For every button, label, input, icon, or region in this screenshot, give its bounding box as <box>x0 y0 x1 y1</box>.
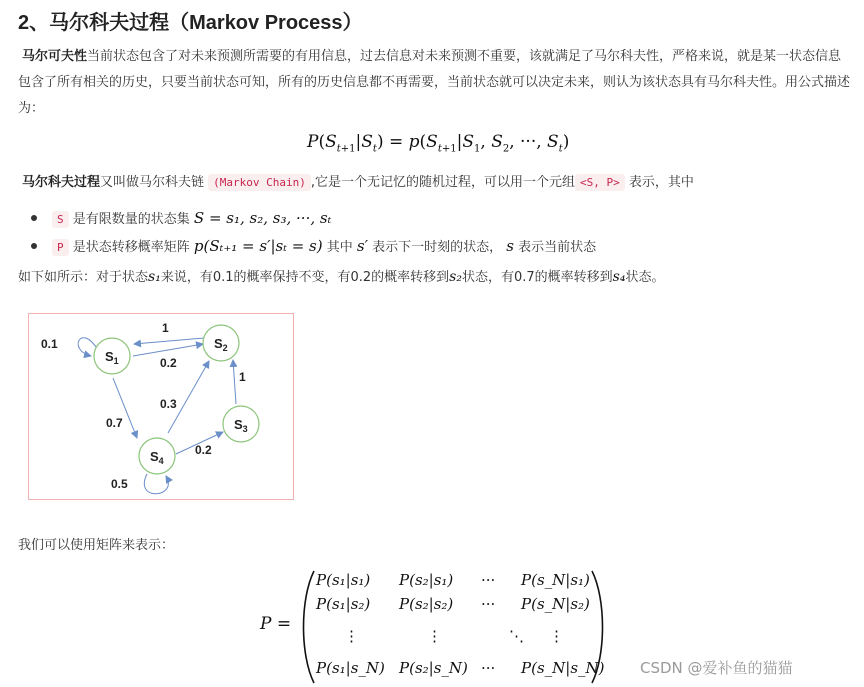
markov-process-text-middle: ,它是一个无记忆的随机过程，可以用一个元组 <box>310 175 576 190</box>
example-text-2: 来说，有0.1的概率保持不变，有0.2的概率转移到 <box>160 270 450 285</box>
matrix-cell: ⋮ <box>549 627 564 645</box>
bullet-icon <box>31 243 37 249</box>
state-set-formula: S = s₁, s₂, s₃, ···, sₜ <box>193 209 332 227</box>
list-item <box>18 233 818 261</box>
markov-process-text: 又叫做马尔科夫链 <box>100 175 205 190</box>
matrix-cell: P(s_N|s₁) <box>521 571 590 589</box>
current-state-symbol: s <box>506 237 514 255</box>
edge-s4-s4 <box>144 474 168 494</box>
markov-chain-code: (Markov Chain) <box>208 174 311 191</box>
matrix-cell: P(s₁|s₁) <box>316 571 371 589</box>
matrix-cell: P(s₁|s₂) <box>316 595 371 613</box>
markov-formula: $P(S_{t+1}|S_t) = p(S_{t+1}|S_1$, $S_2$, ···, $S_t$) <box>307 132 570 155</box>
markov-chain-diagram <box>28 313 294 500</box>
edge-label-s1-s1: 0.1 <box>41 337 58 351</box>
example-text-4: 状态。 <box>625 270 665 285</box>
matrix-cell: P(s₂|s₂) <box>399 595 454 613</box>
matrix-cell: P(s₂|s₁) <box>399 571 454 589</box>
transition-text-3: 表示下一时刻的状态， <box>372 240 503 255</box>
definition-list <box>18 205 818 261</box>
state-set-code: S <box>52 211 69 228</box>
example-text-3: 状态，有0.7的概率转移到 <box>461 270 613 285</box>
list-item <box>18 205 818 233</box>
matrix-cell: P(s₁|s_N) <box>316 659 385 677</box>
edge-label-s4-s4: 0.5 <box>111 477 128 491</box>
matrix-cell: P(s_N|s₂) <box>521 595 590 613</box>
matrix-cell: ⋮ <box>344 627 359 645</box>
markov-process-paragraph <box>18 170 850 196</box>
next-state-symbol: s′ <box>356 237 368 255</box>
matrix-cell: ⋱ <box>509 627 524 645</box>
edge-label-s1-s4: 0.7 <box>106 416 123 430</box>
section-heading: 2、马尔科夫过程（Markov Process） <box>18 12 363 34</box>
state-label-s2: $S_2$ <box>214 336 228 353</box>
transition-formula: p(Sₜ₊₁ = s′|sₜ = s) <box>193 237 323 255</box>
example-paragraph <box>18 264 850 291</box>
transition-matrix <box>258 567 608 687</box>
edge-label-s4-s2: 0.3 <box>160 397 177 411</box>
example-s4: s₄ <box>612 269 626 285</box>
tuple-code: <S, P> <box>575 174 625 191</box>
markov-process-term: 马尔科夫过程 <box>22 175 101 190</box>
matrix-intro: 我们可以使用矩阵来表示： <box>18 538 175 553</box>
example-text-1: 如下如所示：对于状态 <box>18 270 149 285</box>
markov-chain-svg <box>29 314 293 499</box>
transition-text-4: 表示当前状态 <box>518 240 597 255</box>
edge-s2-s1 <box>134 338 204 344</box>
markov-process-text-after: 表示，其中 <box>628 175 694 190</box>
state-label-s4: $S_4$ <box>150 449 164 466</box>
state-set-text: 是有限数量的状态集 <box>72 212 190 227</box>
matrix-cell: P(s₂|s_N) <box>399 659 468 677</box>
matrix-cell: P(s_N|s_N) <box>521 659 605 677</box>
edge-s1-s2 <box>133 344 203 356</box>
markov-property-paragraph <box>18 44 850 122</box>
state-label-s1: $S_1$ <box>105 349 119 366</box>
matrix-cell: ··· <box>481 659 496 677</box>
markov-property-text: 当前状态包含了对未来预测所需要的有用信息，过去信息对未来预测不重要，该就满足了马尔科夫性，严格来说，就是某一状态信息包含了所有相关的历史，只要当前状态可知，所有的历史信息都不再需要，当前状态就可以决定未来，则认为该状态具有马尔科夫性。用公式描述为： <box>18 49 851 116</box>
transition-text-2: 其中 <box>326 240 353 255</box>
matrix-cell: ··· <box>481 571 496 589</box>
state-label-s3: $S_3$ <box>234 417 248 434</box>
left-paren-icon <box>298 569 318 685</box>
markov-property-term: 马尔可夫性 <box>22 49 88 64</box>
edge-label-s4-s3: 0.2 <box>195 443 212 457</box>
edge-s3-s2 <box>233 360 236 404</box>
example-s2: s₂ <box>449 269 462 285</box>
transition-matrix-code: P <box>52 239 69 256</box>
bullet-icon <box>31 215 37 221</box>
matrix-lhs: P = <box>260 614 292 634</box>
watermark: CSDN @爱补鱼的猫猫 <box>640 659 793 677</box>
edge-label-s2-s1: 1 <box>162 321 169 335</box>
edge-label-s1-s2: 0.2 <box>160 356 177 370</box>
edge-label-s3-s2: 1 <box>239 370 246 384</box>
transition-text: 是状态转移概率矩阵 <box>72 240 190 255</box>
example-s1: s₁ <box>148 269 161 285</box>
matrix-cell: ⋮ <box>427 627 442 645</box>
matrix-cell: ··· <box>481 595 496 613</box>
